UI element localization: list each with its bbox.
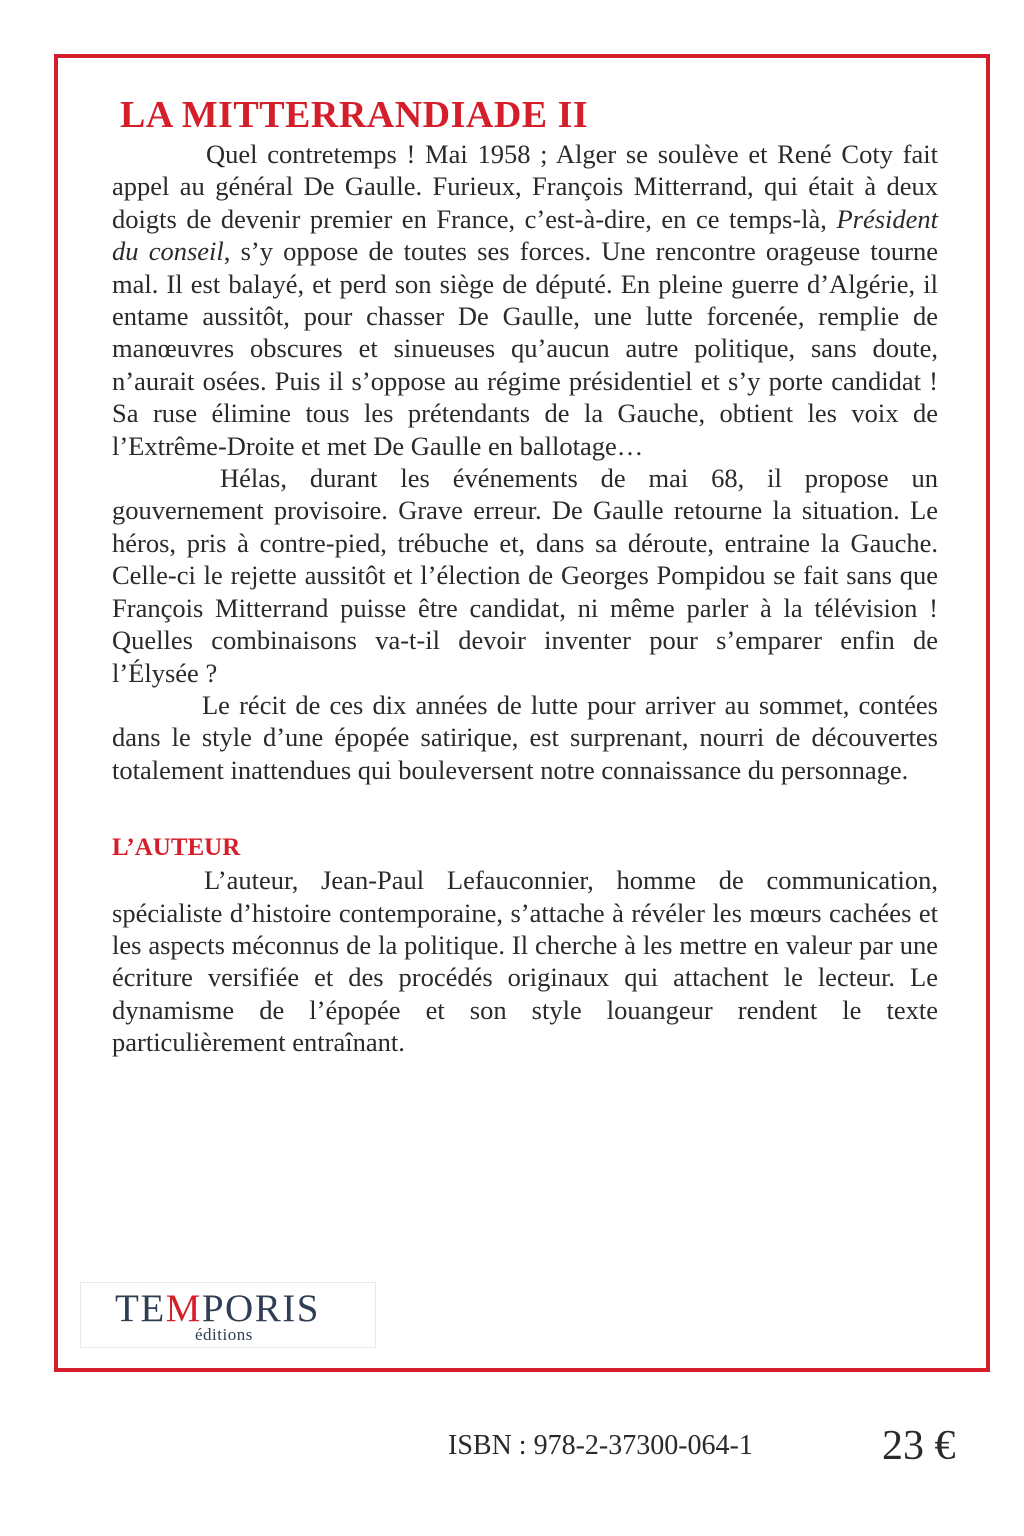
book-title: LA MITTERRANDIADE II [120,94,589,136]
summary-paragraph-1 [112,138,938,462]
author-paragraph: L’auteur, Jean-Paul Lefauconnier, homme de communication, spécialiste d’histoire contemporaine, s’attache à révéler les mœurs cachées et les aspects méconnus de la politique. Il cherche à les mettre en valeur par une écriture versifiée et des procédés originaux qui attachent le lecteur. Le dynamisme de l’épopée et son style louangeur rendent le texte particulièrement entraînant. [112,865,938,1058]
publisher-logo [80,1282,376,1348]
logo-text-te: TE [115,1287,166,1330]
logo-text-poris: PORIS [201,1287,320,1330]
summary-paragraph-3: Le récit de ces dix années de lutte pour arriver au sommet, contées dans le style d’une épopée satirique, est surprenant, nourri de découvertes totalement inattendues qui bouleversent notre connaissance du personnage. [112,689,938,785]
price-label: 23 € [882,1423,956,1469]
summary-paragraph-1-part-a: Quel contretemps ! Mai 1958 ; Alger se soulève et René Coty fait appel au général De Gaulle. Furieux, François Mitterrand, qui était à deux doigts de devenir premier en France, c’est-à-dire, en ce temps-là, [112,139,938,234]
back-cover-content [112,92,938,1059]
publisher-logo-subtitle: éditions [195,1325,253,1344]
isbn-label: ISBN : 978-2-37300-064-1 [448,1430,753,1461]
summary-paragraph-2: Hélas, durant les événements de mai 68, il propose un gouvernement provisoire. Grave erreur. De Gaulle retourne la situation. Le héros, pris à contre-pied, trébuche et, dans sa déroute, entraine la Gauche. Celle-ci le rejette aussitôt et l’élection de Georges Pompidou se fait sans que François Mitterrand puisse être candidat, ni même parler à la télévision ! Quelles combinaisons va-t-il devoir inventer pour s’emparer enfin de l’Élysée ? [112,463,938,688]
summary-paragraph-1-part-b: , s’y oppose de toutes ses forces. Une rencontre orageuse tourne mal. Il est balayé, et perd son siège de député. En pleine guerre d’Algérie, il entame aussitôt, pour chasser De Gaulle, une lutte forcenée, remplie de manœuvres obscures et sinueuses qu’aucun autre politique, sans doute, n’aurait osées. Puis il s’oppose au régime présidentiel et s’y porte candidat ! Sa ruse élimine tous les prétendants de la Gauche, obtient les voix de l’Extrême-Droite et met De Gaulle en ballotage… [112,236,938,461]
summary-italic-term: Président du conseil [112,203,938,267]
author-heading: L’AUTEUR [112,834,241,862]
logo-text-m: M [165,1287,202,1330]
